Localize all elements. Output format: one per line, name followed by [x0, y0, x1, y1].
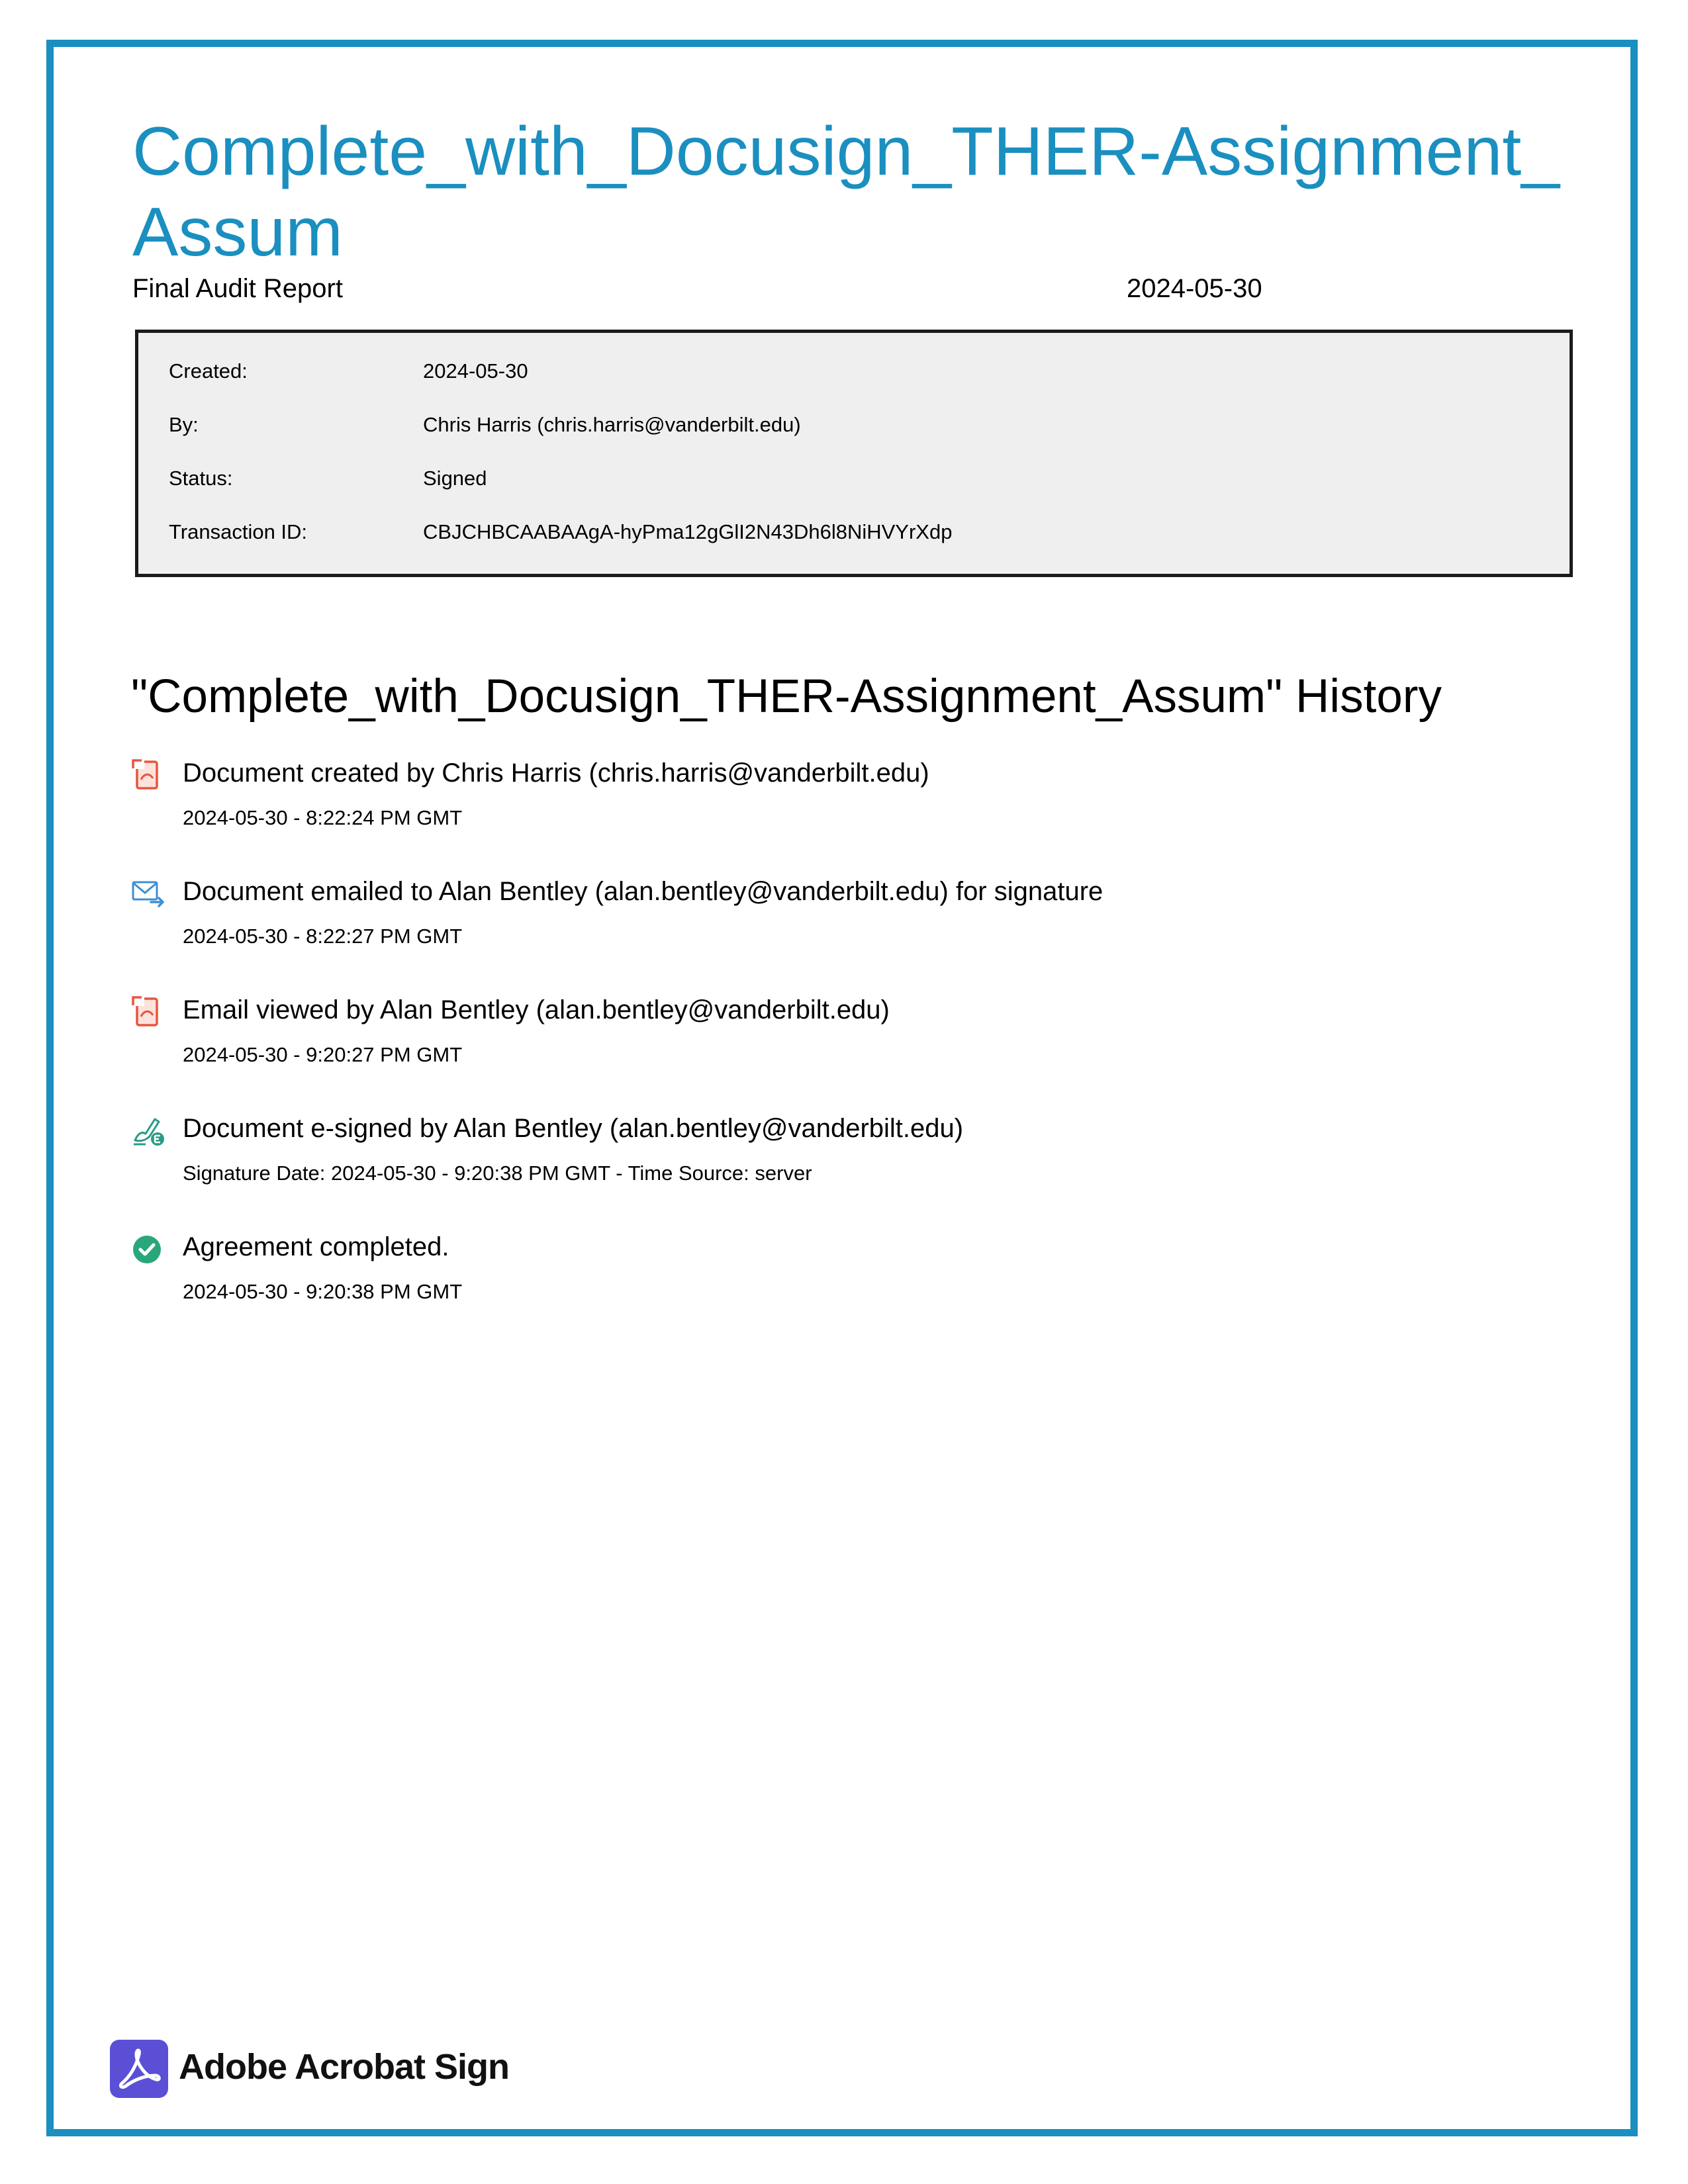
created-value: 2024-05-30 — [423, 359, 528, 383]
document-title: Complete_with_Docusign_THER-Assignment_Assum — [132, 113, 1560, 271]
event-timestamp: 2024-05-30 - 8:22:24 PM GMT — [183, 806, 463, 829]
event-text: Document e-signed by Alan Bentley (alan.bentley@vanderbilt.edu) — [183, 1114, 964, 1143]
event-timestamp: 2024-05-30 - 8:22:27 PM GMT — [183, 925, 463, 948]
history-title: "Complete_with_Docusign_THER-Assignment_Assum" History — [131, 670, 1442, 723]
report-label: Final Audit Report — [132, 274, 343, 303]
document-created-icon — [131, 758, 165, 793]
event-timestamp: 2024-05-30 - 9:20:27 PM GMT — [183, 1043, 463, 1066]
event-text: Document created by Chris Harris (chris.harris@vanderbilt.edu) — [183, 758, 929, 788]
event-text: Email viewed by Alan Bentley (alan.bentley@vanderbilt.edu) — [183, 995, 890, 1024]
transaction-label: Transaction ID: — [169, 520, 308, 543]
adobe-acrobat-icon — [110, 2040, 168, 2098]
status-label: Status: — [169, 467, 233, 490]
event-text: Agreement completed. — [183, 1232, 449, 1261]
event-timestamp: Signature Date: 2024-05-30 - 9:20:38 PM GMT - Time Source: server — [183, 1161, 812, 1185]
summary-box — [135, 330, 1573, 577]
by-label: By: — [169, 413, 199, 436]
check-circle-icon — [131, 1232, 165, 1267]
created-label: Created: — [169, 359, 248, 383]
status-value: Signed — [423, 467, 487, 490]
event-text: Document emailed to Alan Bentley (alan.bentley@vanderbilt.edu) for signature — [183, 877, 1103, 906]
event-timestamp: 2024-05-30 - 9:20:38 PM GMT — [183, 1280, 463, 1303]
email-sent-icon — [131, 877, 165, 911]
brand-name: Adobe Acrobat Sign — [179, 2047, 510, 2087]
esign-icon — [131, 1114, 165, 1148]
by-value: Chris Harris (chris.harris@vanderbilt.edu) — [423, 413, 801, 436]
report-date: 2024-05-30 — [1127, 274, 1262, 303]
email-viewed-icon — [131, 995, 165, 1030]
transaction-value: CBJCHBCAABAAgA-hyPma12gGlI2N43Dh6l8NiHVYrXdp — [423, 520, 953, 543]
